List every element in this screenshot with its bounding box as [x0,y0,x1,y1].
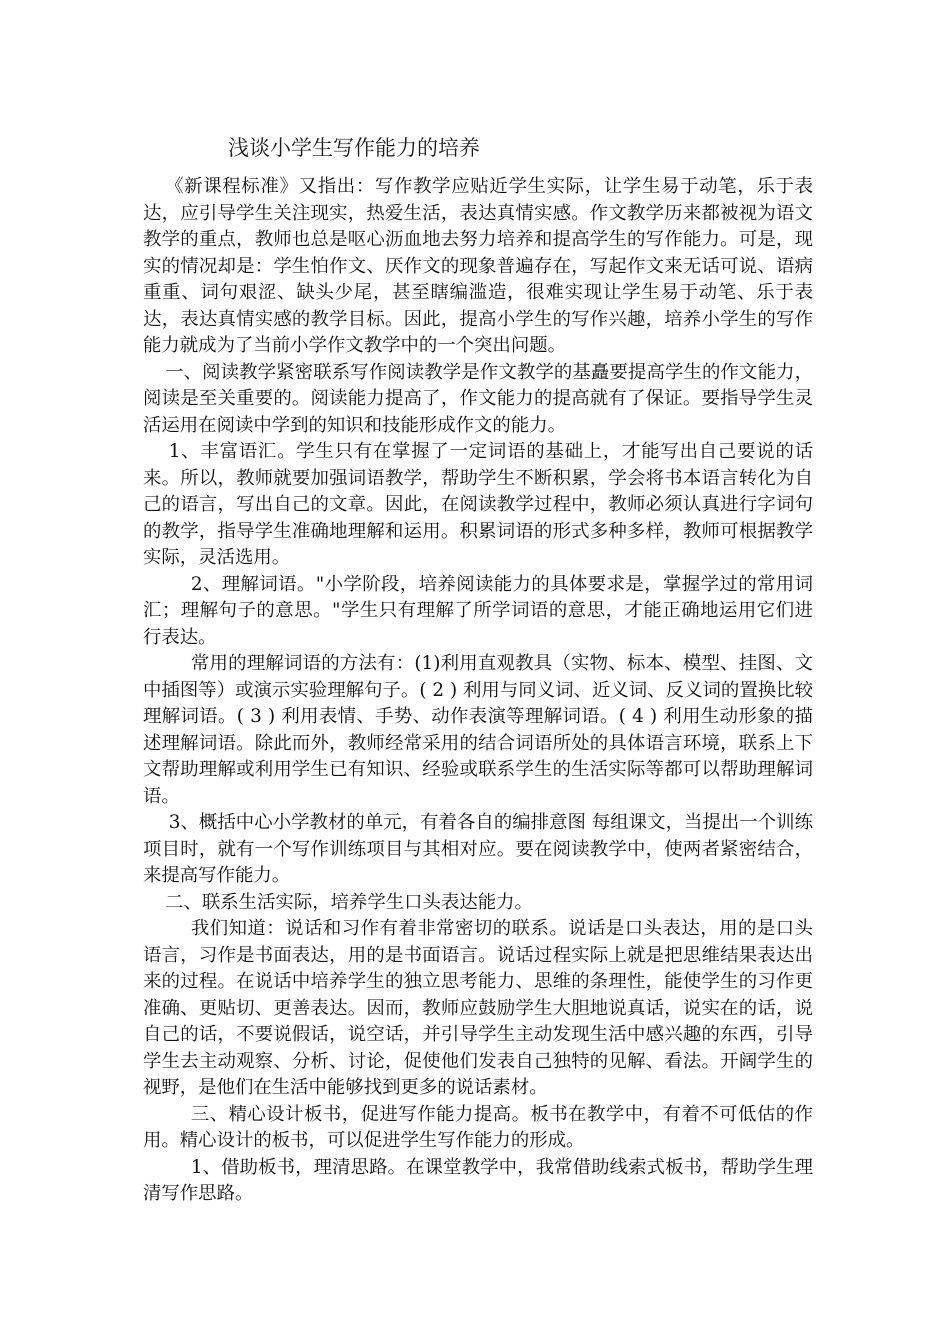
paragraph-item-1-2: 2、理解词语。"小学阶段，培养阅读能力的具体要求是，掌握学过的常用词汇；理解句子的意思。"学生只有理解了所学词语的意思，才能正确地运用它们进行表达。 [143,573,813,648]
paragraph-speaking: 我们知道：说话和习作有着非常密切的联系。说话是口头表达，用的是口头语言，习作是书面表达，用的是书面语言。说话过程实际上就是把思维结果表达出来的过程。在说话中培养学生的独立思考能力、思维的条理性，能使学生的习作更准确、更贴切、更善表达。因而，教师应鼓励学生大胆地说真话，说实在的话，说自己的话，不要说假话，说空话，并引导学生主动发现生活中感兴趣的东西，引导学生去主动观察、分析、讨论，促使他们发表自己独特的见解、看法。开阔学生的视野，是他们在生活中能够找到更多的说话素材。 [143,918,813,1098]
paragraph-item-3-1: 1、借助板书，理清思路。在课堂教学中，我常借助线索式板书，帮助学生理清写作思路。 [143,1156,813,1204]
paragraph-item-1-3: 3、概括中心小学教材的单元，有着各自的编排意图 每组课文，当提出一个训练项目时，就有一个写作训练项目与其相对应。要在阅读教学中，使两者紧密结合，来提高写作能力。 [143,812,813,886]
document-title: 浅谈小学生写作能力的培养 [228,136,480,160]
paragraph-section-3: 三、精心设计板书，促进写作能力提高。板书在教学中，有着不可低估的作用。精心设计的板书，可以促进学生写作能力的形成。 [143,1103,813,1151]
paragraph-section-1: 一、阅读教学紧密联系写作阅读教学是作文教学的基矗要提高学生的作文能力，阅读是至关重要的。阅读能力提高了，作文能力的提高就有了保证。要指导学生灵活运用在阅读中学到的知识和技能形成作文的能力。 [143,361,813,436]
paragraph-methods: 常用的理解词语的方法有：(1)利用直观教具（实物、标本、模型、挂图、文中插图等）或演示实验理解句子。( 2 ) 利用与同义词、近义词、反义词的置换比较理解词语。( 3 ) 利用表情、手势、动作表演等理解词语。( 4 ) 利用生动形象的描述理解词语。除此而外，教师经常采用的结合词语所处的具体语言环境，联系上下文帮助理解或利用学生已有知识、经验或联系学生的生活实际等都可以帮助理解词语。 [143,653,813,807]
paragraph-item-1-1: 1、丰富语汇。学生只有在掌握了一定词语的基础上，才能写出自己要说的话来。所以，教师就要加强词语教学，帮助学生不断积累，学会将书本语言转化为自己的语言，写出自己的文章。因此，在阅读教学过程中，教师必须认真进行字词句的教学，指导学生准确地理解和运用。积累词语的形式多种多样，教师可根据教学实际，灵活选用。 [143,441,813,568]
paragraph-intro: 《新课程标准》又指出：写作教学应贴近学生实际，让学生易于动笔，乐于表达，应引导学生关注现实，热爱生活，表达真情实感。作文教学历来都被视为语文教学的重点，教师也总是呕心沥血地去努力培养和提高学生的写作能力。可是，现实的情况却是：学生怕作文、厌作文的现象普遍存在，写起作文来无话可说、语病重重、词句艰涩、缺头少尾，甚至瞎编滥造，很难实现让学生易于动笔、乐于表达，表达真情实感的教学目标。因此，提高小学生的写作兴趣，培养小学生的写作能力就成为了当前小学作文教学中的一个突出问题。 [143,176,813,356]
document-body [143,174,813,1208]
paragraph-section-2: 二、联系生活实际，培养学生口头表达能力。 [165,891,533,913]
